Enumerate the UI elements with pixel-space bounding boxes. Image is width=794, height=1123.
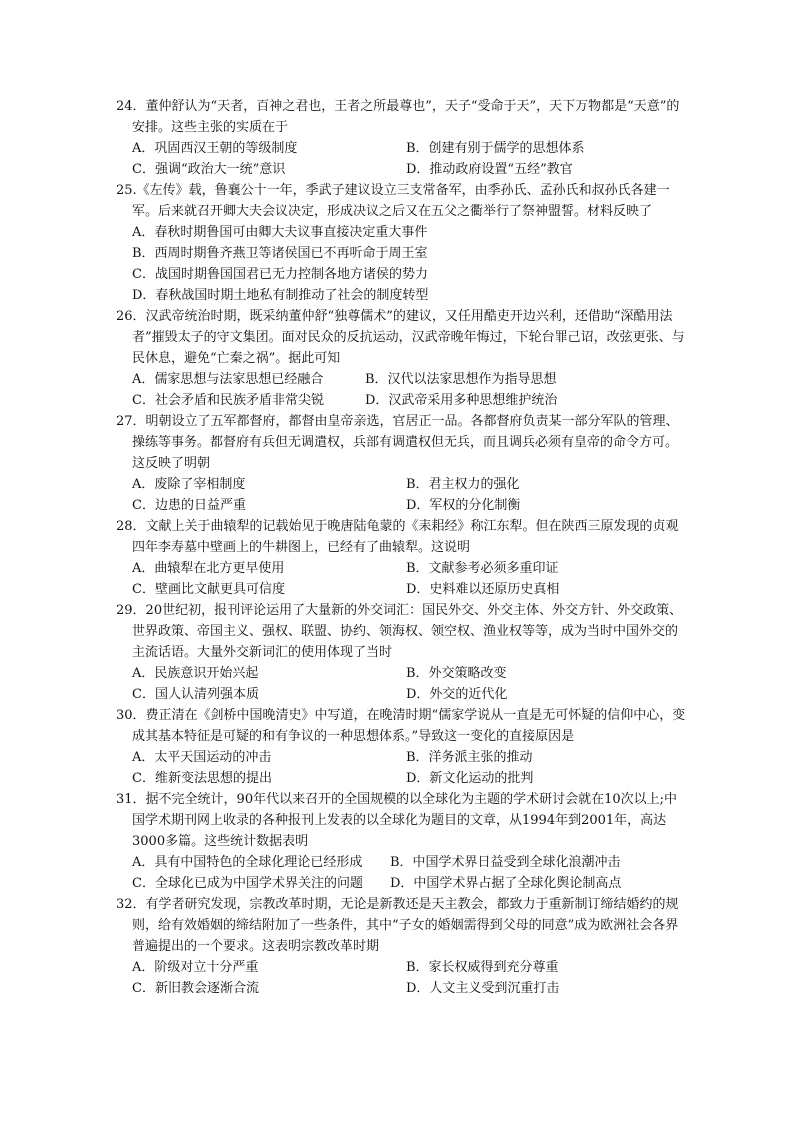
options	[116, 369, 686, 411]
option-c: C．壁画比文献更具可信度	[132, 582, 285, 597]
question-stem: 25.《左传》载，鲁襄公十一年，季武子建议设立三支常备军，由季孙氏、孟孙氏和叔孙氏各建一军。后来就召开卿大夫会议决定，形成决议之后又在五父之衢举行了祭神盟誓。材料反映了	[116, 183, 670, 219]
option-c: C．新旧教会逐渐合流	[132, 981, 259, 996]
option-a: A．废除了宰相制度	[132, 477, 246, 492]
options	[116, 474, 686, 516]
options	[116, 852, 686, 894]
question-stem: 29．20世纪初，报刊评论运用了大量新的外交词汇：国民外交、外交主体、外交方针、外交政策、世界政策、帝国主义、强权、联盟、协约、领海权、领空权、渔业权等等，成为当时中国外交的主流话语。大量外交新词汇的使用体现了当时	[116, 603, 683, 660]
options	[116, 957, 686, 999]
option-b: B．汉代以法家思想作为指导思想	[365, 372, 557, 387]
option-d: D．春秋战国时期土地私有制推动了社会的制度转型	[132, 288, 429, 303]
exam-page	[116, 96, 686, 999]
option-c: C．社会矛盾和民族矛盾非常尖锐	[132, 393, 324, 408]
option-b: B．洋务派主张的推动	[406, 750, 533, 765]
question-30	[116, 705, 686, 789]
option-a: A．具有中国特色的全球化理论已经形成	[132, 855, 363, 870]
question-26	[116, 306, 686, 411]
question-24	[116, 96, 686, 180]
option-b: B．中国学术界日益受到全球化浪潮冲击	[390, 855, 621, 870]
option-a: A．巩固西汉王朝的等级制度	[132, 141, 298, 156]
option-a: A．春秋时期鲁国可由卿大夫议事直接决定重大事件	[132, 225, 428, 240]
option-c: C．全球化已成为中国学术界关注的问题	[132, 876, 363, 891]
options	[116, 138, 686, 180]
option-c: C．边患的日益严重	[132, 498, 246, 513]
question-stem: 27．明朝设立了五军都督府，都督由皇帝亲选，官居正一品。各都督府负责某一部分军队的管理、操练等事务。都督府有兵但无调遣权，兵部有调遣权但无兵，而且调兵必须有皇帝的命令方可。这反映了明朝	[116, 414, 679, 471]
option-b: B．创建有别于儒学的思想体系	[406, 141, 585, 156]
option-c: C．国人认清列强本质	[132, 687, 259, 702]
option-d: D．新文化运动的批判	[406, 771, 534, 786]
question-stem: 30．费正清在《剑桥中国晚清史》中写道，在晚清时期“儒家学说从一直是无可怀疑的信仰中心，变成其基本特征是可疑的和有争议的一种思想体系。”导致这一变化的直接原因是	[116, 708, 686, 744]
question-stem: 32．有学者研究发现，宗教改革时期，无论是新教还是天主教会，都致力于重新制订缔结婚约的规则，给有效婚姻的缔结附加了一些条件，其中“子女的婚姻需得到父母的同意”成为欧洲社会各界普遍提出的一个要求。这表明宗教改革时期	[116, 897, 679, 954]
option-a: A．儒家思想与法家思想已经融合	[132, 372, 324, 387]
option-b: B．西周时期鲁齐燕卫等诸侯国已不再听命于周王室	[132, 246, 428, 261]
options	[116, 558, 686, 600]
option-a: A．太平天国运动的冲击	[132, 750, 272, 765]
question-31	[116, 789, 686, 894]
option-a: A．阶级对立十分严重	[132, 960, 259, 975]
option-b: B．外交策略改变	[406, 666, 507, 681]
option-d: D．外交的近代化	[406, 687, 508, 702]
question-27	[116, 411, 686, 516]
question-stem: 24．董仲舒认为“天者，百神之君也，王者之所最尊也”，天子“受命于天”，天下万物都是“天意”的安排。这些主张的实质在于	[116, 99, 680, 135]
option-b: B．君主权力的强化	[406, 477, 520, 492]
option-c: C．维新变法思想的提出	[132, 771, 272, 786]
option-d: D．汉武帝采用多种思想维护统治	[365, 393, 558, 408]
question-stem: 31．据不完全统计，90年代以来召开的全国规模的以全球化为主题的学术研讨会就在10次以上;中国学术期刊网上收录的各种报刊上发表的以全球化为题目的文章，从1994年到2001年，高达3000多篇。这些统计数据表明	[116, 792, 678, 849]
options	[116, 222, 686, 306]
option-c: C．强调“政治大一统”意识	[132, 162, 286, 177]
option-c: C．战国时期鲁国国君已无力控制各地方诸侯的势力	[132, 267, 428, 282]
option-d: D．史料难以还原历史真相	[406, 582, 560, 597]
option-a: A．曲辕犁在北方更早使用	[132, 561, 285, 576]
option-a: A．民族意识开始兴起	[132, 666, 259, 681]
question-25	[116, 180, 686, 306]
option-d: D．人文主义受到沉重打击	[406, 981, 560, 996]
question-29	[116, 600, 686, 705]
option-b: B．文献参考必须多重印证	[406, 561, 559, 576]
option-b: B．家长权威得到充分尊重	[406, 960, 559, 975]
question-stem: 26．汉武帝统治时期，既采纳董仲舒“独尊儒术”的建议，又任用酷吏开边兴利，还借助“深酷用法者”摧毁太子的守文集团。面对民众的反抗运动，汉武帝晚年悔过，下轮台罪己诏，改弦更张、与民休息，避免“亡秦之祸”。据此可知	[116, 309, 685, 366]
option-d: D．中国学术界占据了全球化舆论制高点	[390, 876, 622, 891]
option-d: D．推动政府设置“五经”教官	[406, 162, 573, 177]
options	[116, 663, 686, 705]
options	[116, 747, 686, 789]
question-32	[116, 894, 686, 999]
question-stem: 28．文献上关于曲辕犁的记载始见于晚唐陆龟蒙的《耒耜经》称江东犁。但在陕西三原发现的贞观四年李寿墓中壁画上的牛耕图上，已经有了曲辕犁。这说明	[116, 519, 679, 555]
question-28	[116, 516, 686, 600]
option-d: D．军权的分化制衡	[406, 498, 521, 513]
